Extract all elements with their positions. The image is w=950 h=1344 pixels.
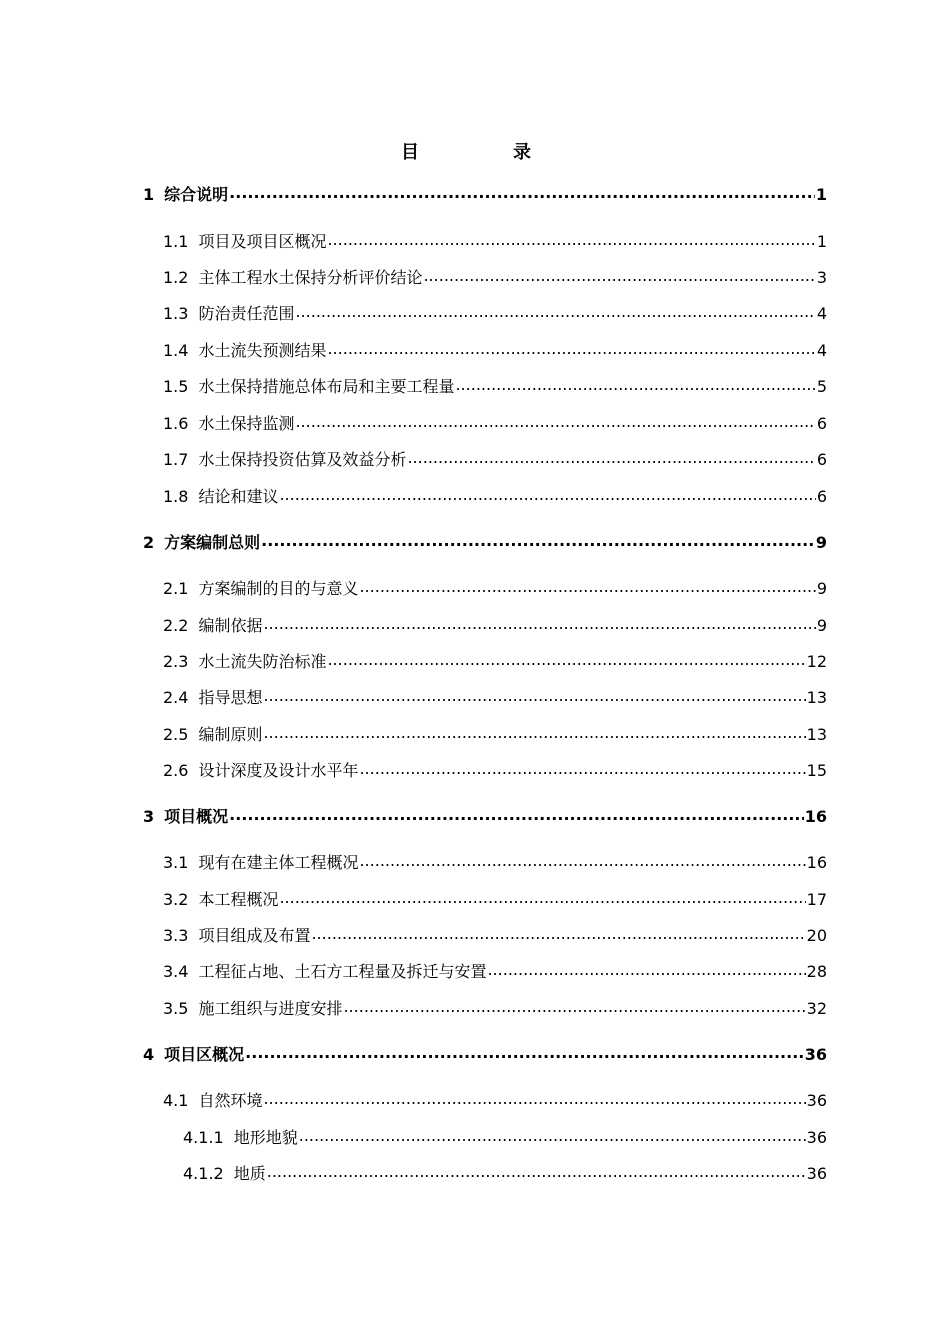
toc-entry-number: 2.3 <box>163 652 189 671</box>
toc-dot-leader <box>263 1087 805 1111</box>
toc-dot-leader <box>423 264 815 288</box>
toc-entry[interactable] <box>163 302 827 326</box>
toc-dot-leader <box>311 922 805 946</box>
toc-entry[interactable] <box>163 375 827 399</box>
toc-dot-leader <box>263 612 815 636</box>
toc-entry-page-number: 5 <box>816 377 827 396</box>
toc-entry-page-number: 36 <box>806 1128 827 1147</box>
toc-entry-label: 项目及项目区概况 <box>198 232 327 251</box>
toc-entry-page-number: 13 <box>806 725 827 744</box>
toc-entry-page-number: 1 <box>816 232 827 251</box>
toc-entry[interactable] <box>163 686 827 710</box>
toc-dot-leader <box>487 958 805 982</box>
toc-entry-number: 1.5 <box>163 377 189 396</box>
toc-entry-number: 1 <box>143 185 155 204</box>
toc-entry-number: 2.1 <box>163 579 189 598</box>
toc-entry-number: 2.5 <box>163 725 189 744</box>
toc-dot-leader <box>359 757 805 781</box>
toc-entry-number: 1.2 <box>163 268 189 287</box>
toc-entry-page-number: 1 <box>815 185 827 204</box>
toc-entry[interactable] <box>163 412 827 436</box>
toc-entry-page-number: 3 <box>816 268 827 287</box>
toc-entry-label: 编制依据 <box>198 616 263 635</box>
toc-dot-leader <box>229 803 804 827</box>
toc-entry-page-number: 6 <box>816 414 827 433</box>
toc-entry[interactable] <box>163 1089 827 1113</box>
toc-entry-page-number: 17 <box>806 890 827 909</box>
toc-entry-page-number: 20 <box>806 926 827 945</box>
toc-dot-leader <box>263 721 805 745</box>
toc-dot-leader <box>359 849 805 873</box>
toc-entry[interactable] <box>183 1126 827 1150</box>
toc-entry-number: 2.4 <box>163 688 189 707</box>
toc-entry[interactable] <box>143 183 827 207</box>
toc-dot-leader <box>327 648 805 672</box>
toc-dot-leader <box>229 181 815 205</box>
toc-entry[interactable] <box>163 997 827 1021</box>
toc-dot-leader <box>295 410 815 434</box>
toc-dot-leader <box>299 1124 806 1148</box>
toc-entry[interactable] <box>163 614 827 638</box>
toc-entry-label: 设计深度及设计水平年 <box>198 761 359 780</box>
toc-entry-number: 2 <box>143 533 155 552</box>
toc-entry[interactable] <box>163 266 827 290</box>
toc-entry-label: 水土流失防治标准 <box>198 652 327 671</box>
toc-entry-page-number: 15 <box>806 761 827 780</box>
toc-dot-leader <box>267 1160 806 1184</box>
toc-entry-page-number: 16 <box>806 853 827 872</box>
toc-dot-leader <box>343 995 805 1019</box>
toc-entry-number: 2.6 <box>163 761 189 780</box>
toc-entry-label: 水土流失预测结果 <box>198 341 327 360</box>
toc-entry-number: 3.4 <box>163 962 189 981</box>
toc-entry-number: 3.1 <box>163 853 189 872</box>
toc-entry-label: 现有在建主体工程概况 <box>198 853 359 872</box>
toc-entry-page-number: 6 <box>816 487 827 506</box>
toc-entry-label: 水土保持措施总体布局和主要工程量 <box>198 377 455 396</box>
toc-dot-leader <box>263 684 805 708</box>
toc-entry-number: 3 <box>143 807 155 826</box>
toc-entry-page-number: 9 <box>815 533 827 552</box>
toc-entry-label: 工程征占地、土石方工程量及拆迁与安置 <box>198 962 487 981</box>
toc-entry-label: 项目概况 <box>164 807 229 826</box>
toc-entry-number: 1.1 <box>163 232 189 251</box>
toc-entry-number: 4.1.1 <box>183 1128 224 1147</box>
toc-entry[interactable] <box>143 531 827 555</box>
toc-entry-page-number: 32 <box>806 999 827 1018</box>
toc-entry[interactable] <box>163 485 827 509</box>
toc-entry[interactable] <box>163 759 827 783</box>
toc-entry-label: 指导思想 <box>198 688 263 707</box>
toc-entry-page-number: 9 <box>816 579 827 598</box>
toc-dot-leader <box>295 300 815 324</box>
toc-entry[interactable] <box>163 723 827 747</box>
toc-entry-number: 1.8 <box>163 487 189 506</box>
toc-entry-number: 3.2 <box>163 890 189 909</box>
toc-entry-label: 本工程概况 <box>198 890 279 909</box>
toc-entry-label: 项目区概况 <box>164 1045 245 1064</box>
toc-entry-page-number: 36 <box>806 1164 827 1183</box>
toc-dot-leader <box>359 575 815 599</box>
toc-entry[interactable] <box>163 448 827 472</box>
toc-entry[interactable] <box>143 805 827 829</box>
toc-entry-page-number: 9 <box>816 616 827 635</box>
toc-entry-page-number: 16 <box>804 807 827 826</box>
toc-entry-number: 3.5 <box>163 999 189 1018</box>
toc-entry-label: 方案编制的目的与意义 <box>198 579 359 598</box>
toc-entry[interactable] <box>163 924 827 948</box>
toc-dot-leader <box>279 483 815 507</box>
toc-entry-number: 1.7 <box>163 450 189 469</box>
toc-entry-label: 方案编制总则 <box>164 533 261 552</box>
toc-dot-leader <box>245 1041 804 1065</box>
toc-entry-page-number: 36 <box>804 1045 827 1064</box>
toc-entry-number: 1.6 <box>163 414 189 433</box>
toc-dot-leader <box>261 529 815 553</box>
toc-entry-page-number: 36 <box>806 1091 827 1110</box>
toc-entry-number: 4.1.2 <box>183 1164 224 1183</box>
toc-entry-label: 施工组织与进度安排 <box>198 999 343 1018</box>
toc-entry-number: 1.4 <box>163 341 189 360</box>
toc-entry-page-number: 4 <box>816 341 827 360</box>
toc-entry[interactable] <box>183 1162 827 1186</box>
toc-entry[interactable] <box>163 230 827 254</box>
toc-dot-leader <box>327 337 815 361</box>
toc-entry-label: 地质 <box>233 1164 266 1183</box>
toc-dot-leader <box>279 886 805 910</box>
toc-entry-page-number: 28 <box>806 962 827 981</box>
toc-entry-label: 自然环境 <box>198 1091 263 1110</box>
toc-entry[interactable] <box>163 888 827 912</box>
toc-entry-page-number: 13 <box>806 688 827 707</box>
toc-dot-leader <box>327 228 815 252</box>
toc-entry[interactable] <box>163 960 827 984</box>
toc-entry[interactable] <box>163 851 827 875</box>
toc-entry-number: 4 <box>143 1045 155 1064</box>
toc-entry-label: 结论和建议 <box>198 487 279 506</box>
toc-dot-leader <box>455 373 815 397</box>
toc-entry-number: 3.3 <box>163 926 189 945</box>
toc-entry[interactable] <box>163 339 827 363</box>
toc-entry-label: 综合说明 <box>164 185 229 204</box>
toc-entry-label: 地形地貌 <box>233 1128 298 1147</box>
toc-dot-leader <box>407 446 815 470</box>
toc-entry-page-number: 12 <box>806 652 827 671</box>
toc-entry[interactable] <box>163 650 827 674</box>
toc-entry-label: 水土保持投资估算及效益分析 <box>198 450 407 469</box>
toc-entry-label: 项目组成及布置 <box>198 926 311 945</box>
toc-entry-page-number: 4 <box>816 304 827 323</box>
toc-entry-label: 防治责任范围 <box>198 304 295 323</box>
toc-entry-label: 主体工程水土保持分析评价结论 <box>198 268 423 287</box>
toc-entry-label: 编制原则 <box>198 725 263 744</box>
toc-entry-page-number: 6 <box>816 450 827 469</box>
toc-entry-number: 4.1 <box>163 1091 189 1110</box>
toc-entry-label: 水土保持监测 <box>198 414 295 433</box>
toc-entry-number: 2.2 <box>163 616 189 635</box>
toc-entry[interactable] <box>143 1043 827 1067</box>
toc-entry[interactable] <box>163 577 827 601</box>
toc-entry-number: 1.3 <box>163 304 189 323</box>
toc-title: 目 录 <box>401 142 569 163</box>
